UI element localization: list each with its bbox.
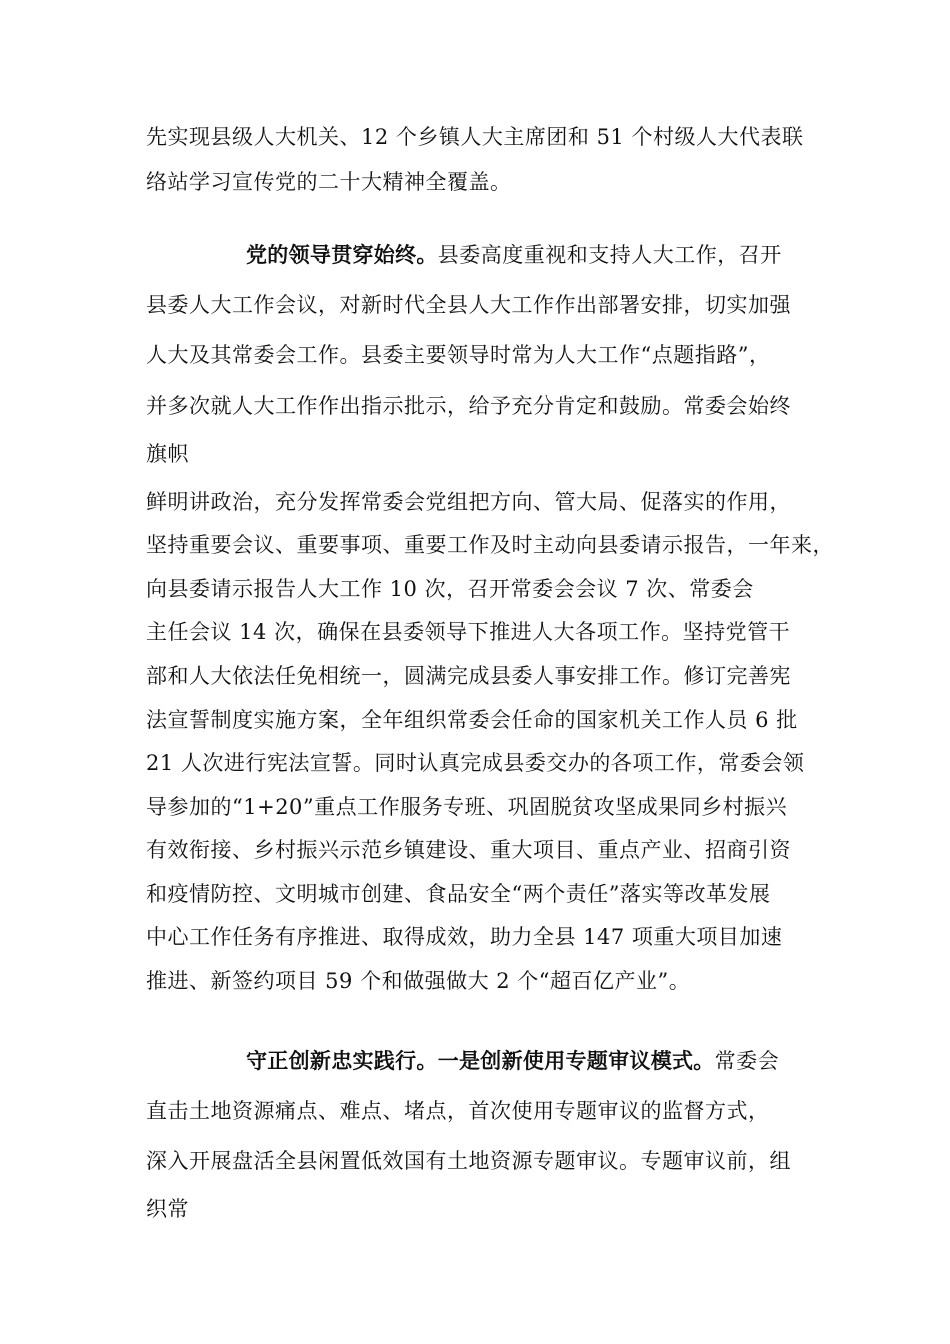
p3-line-11: 中心工作任务有序推进、取得成效，助力全县 147 项重大项目加速 — [146, 925, 783, 949]
p3-line-12: 推进、新签约项目 59 个和做强做大 2 个“超百亿产业”。 — [146, 969, 691, 993]
p1-line-2: 络站学习宣传党的二十大精神全覆盖。 — [146, 170, 512, 194]
p3-line-10: 和疫情防控、文明城市创建、食品安全“两个责任”落实等改革发展 — [146, 882, 771, 906]
p3-line-8: 导参加的“1+20”重点工作服务专班、巩固脱贫攻坚成果同乡村振兴 — [146, 795, 788, 819]
p2-line-1-rest: 县委高度重视和支持人大工作，召开 — [437, 243, 782, 267]
p2-line-3: 人大及其常委会工作。县委主要领导时常为人大工作“点题指路”， — [146, 343, 771, 367]
p3-line-1: 鲜明讲政治，充分发挥常委会党组把方向、管大局、促落实的作用， — [146, 490, 791, 514]
p2-line-4: 并多次就人大工作作出指示批示，给予充分肯定和鼓励。常委会始终 — [146, 394, 791, 418]
p4-line-2: 直击土地资源痛点、难点、堵点，首次使用专题审议的监督方式， — [146, 1099, 770, 1123]
p4-heading: 守正创新忠实践行。一是创新使用专题审议模式。 — [246, 1049, 715, 1073]
p4-line-1-rest: 常委会 — [714, 1049, 780, 1073]
p1-line-1: 先实现县级人大机关、12 个乡镇人大主席团和 51 个村级人大代表联 — [146, 125, 804, 149]
p3-line-5: 部和人大依法任免相统一，圆满完成县委人事安排工作。修订完善宪 — [146, 664, 791, 688]
p3-line-4: 主任会议 14 次，确保在县委领导下推进人大各项工作。坚持党管干 — [146, 620, 791, 644]
p2-line-2: 县委人大工作会议，对新时代全县人大工作作出部署安排，切实加强 — [146, 293, 791, 317]
p2-line-1 — [246, 241, 782, 269]
p4-line-1 — [246, 1047, 779, 1075]
p4-line-3: 深入开展盘活全县闲置低效国有土地资源专题审议。专题审议前，组 — [146, 1149, 791, 1173]
p3-line-9: 有效衔接、乡村振兴示范乡镇建设、重大项目、重点产业、招商引资 — [146, 838, 791, 862]
p3-line-2: 坚持重要会议、重要事项、重要工作及时主动向县委请示报告，一年来， — [146, 533, 834, 557]
p3-line-3: 向县委请示报告人大工作 10 次，召开常委会会议 7 次、常委会 — [146, 577, 754, 601]
p4-line-4: 织常 — [146, 1197, 189, 1221]
p3-line-6: 法宣誓制度实施方案，全年组织常委会任命的国家机关工作人员 6 批 — [146, 708, 798, 732]
p3-line-7: 21 人次进行宪法宣誓。同时认真完成县委交办的各项工作，常委会领 — [146, 751, 805, 775]
p2-heading: 党的领导贯穿始终。 — [246, 243, 438, 267]
p2-line-5: 旗帜 — [146, 442, 189, 466]
